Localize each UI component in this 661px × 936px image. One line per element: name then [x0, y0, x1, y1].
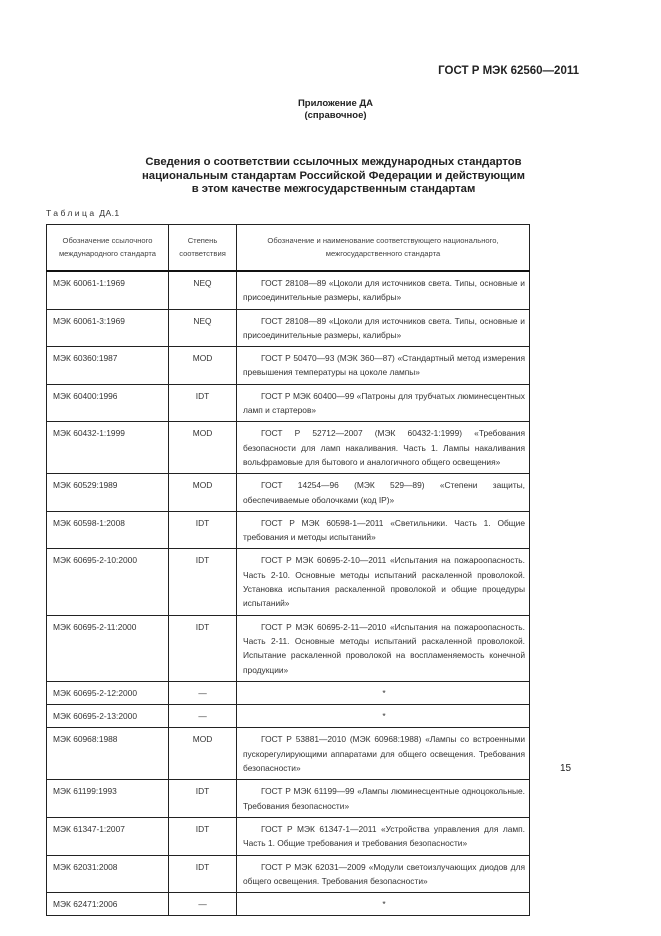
header-national-standard: Обозначение и наименование соответствующего национального, межгосударственного стандарта — [237, 225, 530, 272]
degree-cell: — — [169, 705, 237, 728]
degree-cell: MOD — [169, 422, 237, 474]
national-standard-cell: ГОСТ Р МЭК 60598-1—2011 «Светильники. Часть 1. Общие требования и методы испытаний» — [237, 511, 530, 549]
degree-cell: IDT — [169, 817, 237, 855]
reference-standard-cell: МЭК 60400:1996 — [47, 384, 169, 422]
reference-standard-cell: МЭК 60598-1:2008 — [47, 511, 169, 549]
national-standard-cell: ГОСТ Р МЭК 62031—2009 «Модули светоизлучающих диодов для общего освещения. Требования безопасности» — [237, 855, 530, 893]
title-line: национальным стандартам Российской Федерации и действующим — [141, 169, 526, 182]
national-standard-cell: ГОСТ Р МЭК 61199—99 «Лампы люминесцентные одноцокольные. Требования безопасности» — [237, 780, 530, 818]
national-standard-cell: ГОСТ Р МЭК 60400—99 «Патроны для трубчатых люминесцентных ламп и стартеров» — [237, 384, 530, 422]
national-standard-cell: ГОСТ Р 53881—2010 (МЭК 60968:1988) «Лампы со встроенными пускорегулирующими аппаратами для общего освещения. Требования безопасности» — [237, 728, 530, 780]
degree-cell: IDT — [169, 549, 237, 615]
reference-standard-cell: МЭК 60432-1:1999 — [47, 422, 169, 474]
degree-cell: — — [169, 893, 237, 916]
reference-standard-cell: МЭК 62031:2008 — [47, 855, 169, 893]
degree-cell: NEQ — [169, 309, 237, 347]
table-row — [47, 549, 530, 615]
national-standard-cell: * — [237, 705, 530, 728]
table-row — [47, 681, 530, 704]
annex-subtitle: (справочное) — [304, 110, 367, 121]
table-caption-number: ДА.1 — [99, 208, 120, 218]
table-caption-word: Таблица — [46, 208, 97, 218]
table-row — [47, 855, 530, 893]
annex-heading — [0, 98, 661, 122]
title-line: Сведения о соответствии ссылочных международных стандартов — [145, 156, 522, 168]
national-standard-cell: ГОСТ Р 52712—2007 (МЭК 60432-1:1999) «Требования безопасности для ламп накаливания. Часть 1. Лампы накаливания вольфрамовые для бытового и аналогичного общего освещения» — [237, 422, 530, 474]
table-row — [47, 384, 530, 422]
national-standard-cell: ГОСТ Р МЭК 60695-2-11—2010 «Испытания на пожароопасность. Часть 2-11. Основные методы испытаний раскаленной проволокой. Испытание раскаленной проволокой на воспламеняемость конечной продукции» — [237, 615, 530, 681]
document-id: ГОСТ Р МЭК 62560—2011 — [438, 65, 579, 77]
national-standard-cell: * — [237, 681, 530, 704]
degree-cell: IDT — [169, 780, 237, 818]
national-standard-cell: ГОСТ 28108—89 «Цоколи для источников света. Типы, основные и присоединительные размеры, калибры» — [237, 309, 530, 347]
reference-standard-cell: МЭК 61199:1993 — [47, 780, 169, 818]
page-number: 15 — [560, 763, 572, 774]
degree-cell: IDT — [169, 384, 237, 422]
degree-cell: NEQ — [169, 271, 237, 309]
section-title — [0, 156, 661, 197]
table-row — [47, 347, 530, 385]
degree-cell: MOD — [169, 347, 237, 385]
table-row — [47, 817, 530, 855]
national-standard-cell: ГОСТ Р МЭК 60695-2-10—2011 «Испытания на пожароопасность. Часть 2-10. Основные методы испытаний раскаленной проволокой. Установка испытания раскаленной проволокой и общие процедуры испытаний» — [237, 549, 530, 615]
reference-standard-cell: МЭК 60695-2-12:2000 — [47, 681, 169, 704]
reference-standard-cell: МЭК 62471:2006 — [47, 893, 169, 916]
annex-title: Приложение ДА — [297, 98, 374, 109]
national-standard-cell: ГОСТ Р МЭК 61347-1—2011 «Устройства управления для ламп. Часть 1. Общие требования и требования безопасности» — [237, 817, 530, 855]
national-standard-cell: ГОСТ 28108—89 «Цоколи для источников света. Типы, основные и присоединительные размеры, калибры» — [237, 271, 530, 309]
header-degree: Степень соответствия — [169, 225, 237, 272]
reference-standard-cell: МЭК 61347-1:2007 — [47, 817, 169, 855]
degree-cell: IDT — [169, 615, 237, 681]
table-row — [47, 615, 530, 681]
reference-standard-cell: МЭК 60968:1988 — [47, 728, 169, 780]
degree-cell: MOD — [169, 728, 237, 780]
table-row — [47, 271, 530, 309]
table-row — [47, 893, 530, 916]
table-row — [47, 728, 530, 780]
table-row — [47, 474, 530, 512]
reference-standard-cell: МЭК 60695-2-13:2000 — [47, 705, 169, 728]
reference-standard-cell: МЭК 60529:1989 — [47, 474, 169, 512]
header-reference-standard: Обозначение ссылочного международного стандарта — [47, 225, 169, 272]
degree-cell: — — [169, 681, 237, 704]
reference-standard-cell: МЭК 60360:1987 — [47, 347, 169, 385]
table-row — [47, 422, 530, 474]
national-standard-cell: ГОСТ 14254—96 (МЭК 529—89) «Степени защиты, обеспечиваемые оболочками (код IP)» — [237, 474, 530, 512]
reference-standard-cell: МЭК 60695-2-11:2000 — [47, 615, 169, 681]
reference-standard-cell: МЭК 60695-2-10:2000 — [47, 549, 169, 615]
table-header-row — [47, 225, 530, 272]
table-row — [47, 309, 530, 347]
degree-cell: IDT — [169, 855, 237, 893]
reference-standard-cell: МЭК 60061-1:1969 — [47, 271, 169, 309]
table-row — [47, 780, 530, 818]
reference-standard-cell: МЭК 60061-3:1969 — [47, 309, 169, 347]
national-standard-cell: * — [237, 893, 530, 916]
table-row — [47, 511, 530, 549]
correspondence-table — [46, 224, 530, 916]
degree-cell: MOD — [169, 474, 237, 512]
title-line: в этом качестве межгосударственным стандартам — [191, 183, 476, 195]
table-row — [47, 705, 530, 728]
national-standard-cell: ГОСТ Р 50470—93 (МЭК 360—87) «Стандартный метод измерения превышения температуры на цоколе лампы» — [237, 347, 530, 385]
degree-cell: IDT — [169, 511, 237, 549]
table-caption — [46, 208, 120, 218]
